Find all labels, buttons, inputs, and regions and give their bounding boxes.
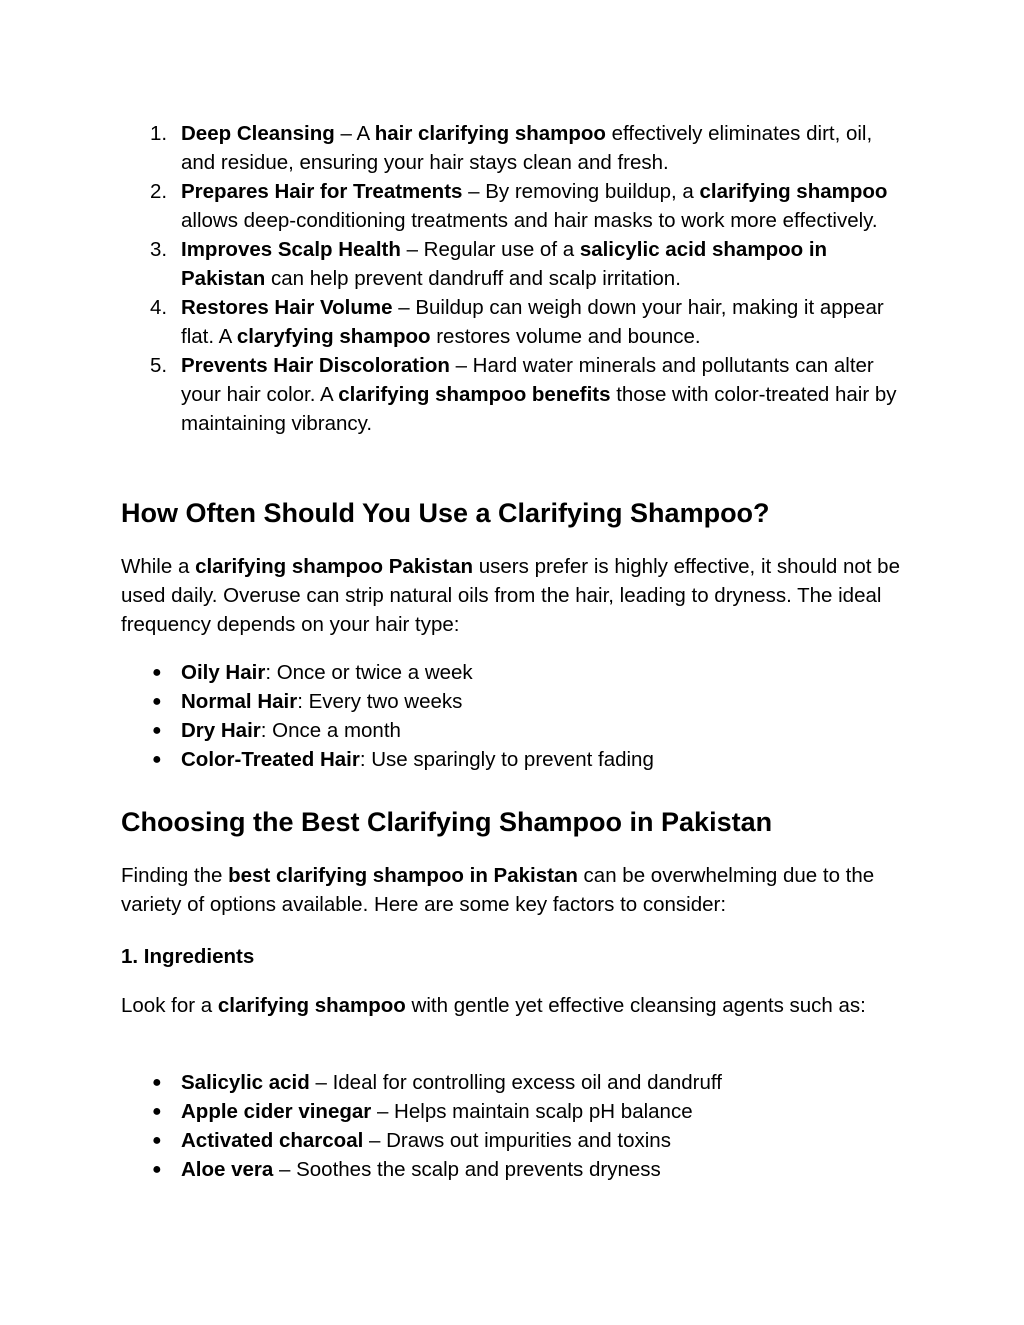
bold-text: salicylic acid shampoo in Pakistan: [181, 238, 828, 290]
text-run: – By removing buildup, a: [462, 180, 700, 203]
text-run: – Buildup can weigh down your hair, making it appear flat. A: [181, 296, 884, 348]
list-item: [121, 745, 911, 774]
bold-text: Aloe vera: [181, 1158, 274, 1181]
text-run: – A: [334, 122, 375, 145]
text-run: those with color-treated hair by maintaining vibrancy.: [181, 383, 897, 435]
text-run: can be overwhelming due to the variety of options available. Here are some key factors to consider:: [121, 864, 875, 916]
list-item-text: [181, 1100, 693, 1123]
list-item: [121, 1155, 911, 1184]
bullet-icon: ●: [152, 1074, 162, 1091]
list-item: [121, 658, 911, 687]
bold-text: Prepares Hair for Treatments: [181, 180, 463, 203]
list-item-text: [181, 1158, 661, 1181]
list-item-text: [181, 748, 654, 771]
text-run: – Regular use of a: [400, 238, 580, 261]
list-item: [121, 1126, 911, 1155]
list-item: [121, 1097, 911, 1126]
bold-text: Dry Hair: [181, 719, 261, 742]
list-item-text: [181, 661, 473, 684]
frequency-intro: [121, 552, 911, 639]
list-item: [121, 687, 911, 716]
text-run: Look for a: [121, 994, 218, 1017]
bold-text: Salicylic acid: [181, 1071, 310, 1094]
list-number: 5.: [150, 354, 168, 377]
bold-text: claryfying shampoo: [236, 325, 431, 348]
bold-text: Oily Hair: [181, 661, 266, 684]
list-item-text: [181, 1129, 671, 1152]
text-run: – Soothes the scalp and prevents dryness: [273, 1158, 661, 1181]
list-item-text: [181, 238, 827, 290]
bold-text: Deep Cleansing: [181, 122, 335, 145]
bold-text: Prevents Hair Discoloration: [181, 354, 450, 377]
list-item-text: [181, 690, 462, 713]
list-item-text: [181, 122, 872, 174]
bold-text: Normal Hair: [181, 690, 298, 713]
list-item: [121, 293, 911, 351]
list-item: [121, 235, 911, 293]
text-run: users prefer is highly effective, it should not be used daily. Overuse can strip natural oils from the hair, leading to dryness. The ideal frequency depends on your hair type:: [121, 555, 900, 636]
bullet-icon: ●: [152, 1132, 162, 1149]
bullet-icon: ●: [152, 722, 162, 739]
text-run: with gentle yet effective cleansing agents such as:: [405, 994, 866, 1017]
text-run: Finding the: [121, 864, 229, 887]
bullet-icon: ●: [152, 664, 162, 681]
text-run: effectively eliminates dirt, oil, and residue, ensuring your hair stays clean and fresh.: [181, 122, 873, 174]
bold-text: Activated charcoal: [181, 1129, 364, 1152]
text-run: – Helps maintain scalp pH balance: [371, 1100, 693, 1123]
list-item-text: [181, 1071, 722, 1094]
list-item-text: [181, 296, 884, 348]
bold-text: clarifying shampoo Pakistan: [195, 555, 474, 578]
text-run: – Ideal for controlling excess oil and dandruff: [309, 1071, 722, 1094]
list-number: 4.: [150, 296, 168, 319]
list-item-text: [181, 180, 887, 232]
bullet-icon: ●: [152, 1103, 162, 1120]
bold-text: Improves Scalp Health: [181, 238, 401, 261]
text-run: – Draws out impurities and toxins: [363, 1129, 671, 1152]
bullet-icon: ●: [152, 693, 162, 710]
heading-choosing: Choosing the Best Clarifying Shampoo in Pakistan: [121, 807, 773, 837]
ingredients-list: [121, 1068, 911, 1184]
list-item: [121, 351, 911, 438]
text-run: : Once a month: [260, 719, 401, 742]
list-item-text: [181, 354, 897, 435]
text-run: : Every two weeks: [297, 690, 463, 713]
list-number: 2.: [150, 180, 168, 203]
text-run: restores volume and bounce.: [430, 325, 701, 348]
text-run: allows deep-conditioning treatments and hair masks to work more effectively.: [181, 209, 878, 232]
text-run: While a: [121, 555, 196, 578]
bold-text: best clarifying shampoo in Pakistan: [228, 864, 578, 887]
list-item: [121, 1068, 911, 1097]
bold-text: clarifying shampoo benefits: [338, 383, 611, 406]
bold-text: Color-Treated Hair: [181, 748, 360, 771]
list-number: 3.: [150, 238, 168, 261]
ingredients-intro: [121, 991, 911, 1020]
frequency-list: [121, 658, 911, 774]
bullet-icon: ●: [152, 1161, 162, 1178]
list-item-text: [181, 719, 401, 742]
subheading-ingredients: 1. Ingredients: [121, 945, 255, 968]
benefits-list: [121, 119, 911, 438]
bold-text: clarifying shampoo: [217, 994, 406, 1017]
list-item: [121, 177, 911, 235]
list-item: [121, 119, 911, 177]
bold-text: hair clarifying shampoo: [374, 122, 606, 145]
heading-frequency: How Often Should You Use a Clarifying Shampoo?: [121, 498, 770, 528]
text-run: can help prevent dandruff and scalp irritation.: [265, 267, 681, 290]
bold-text: Restores Hair Volume: [181, 296, 393, 319]
choosing-intro: [121, 861, 911, 919]
list-item: [121, 716, 911, 745]
bullet-icon: ●: [152, 751, 162, 768]
bold-text: clarifying shampoo: [699, 180, 888, 203]
text-run: : Use sparingly to prevent fading: [359, 748, 654, 771]
text-run: : Once or twice a week: [265, 661, 473, 684]
text-run: – Hard water minerals and pollutants can alter your hair color. A: [181, 354, 874, 406]
bold-text: Apple cider vinegar: [181, 1100, 372, 1123]
list-number: 1.: [150, 122, 168, 145]
